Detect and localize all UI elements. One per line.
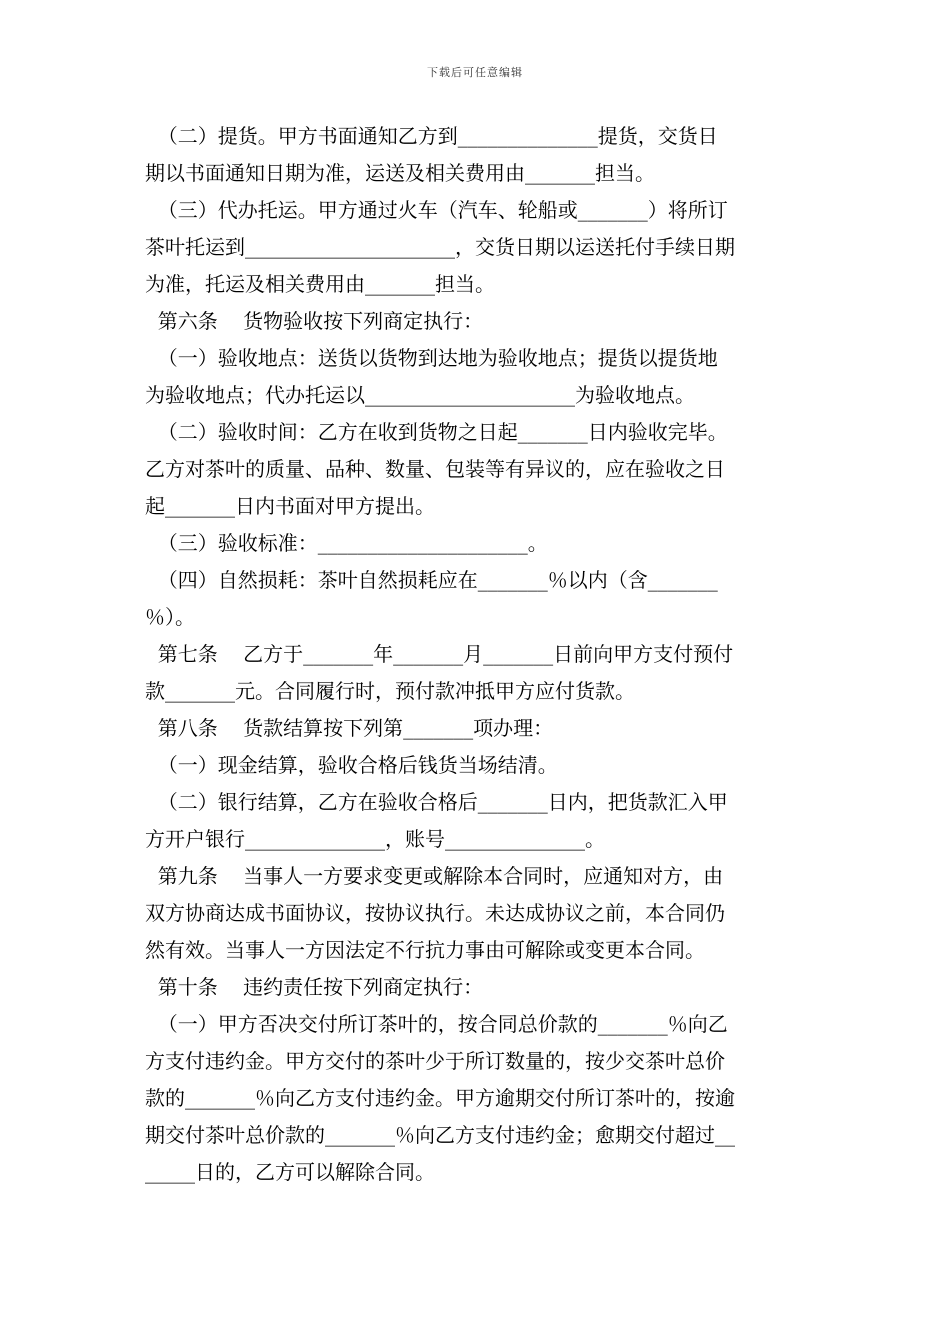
text-line: 乙方对茶叶的质量、品种、数量、包装等有异议的，应在验收之日: [145, 457, 725, 481]
text-line: （一）甲方否决交付所订茶叶的，按合同总价款的_______％向乙: [145, 1012, 728, 1036]
text-line: （二）银行结算，乙方在验收合格后_______日内，把货款汇入甲: [145, 790, 728, 814]
text-line: （一）现金结算，验收合格后钱货当场结清。: [145, 753, 558, 777]
text-line: （四）自然损耗：茶叶自然损耗应在_______％以内（含_______: [145, 568, 718, 592]
text-line: 方开户银行______________，账号______________。: [145, 827, 605, 851]
document-body: [145, 118, 810, 1191]
text-line: （三）验收标准：_____________________。: [145, 531, 548, 555]
text-line: （一）验收地点：送货以货物到达地为验收地点；提货以提货地: [145, 346, 718, 370]
text-line: 茶叶托运到_____________________，交货日期以运送托付手续日期: [145, 235, 735, 259]
text-line: ％）。: [145, 605, 195, 629]
text-line: （三）代办托运。甲方通过火车（汽车、轮船或_______）将所订: [145, 198, 728, 222]
article-10-heading: 第十条 违约责任按下列商定执行：: [145, 975, 484, 999]
text-line: 期交付茶叶总价款的_______％向乙方支付违约金；愈期交付超过__: [145, 1123, 735, 1147]
text-line: 起_______日内书面对甲方提出。: [145, 494, 435, 518]
article-8-heading: 第八条 货款结算按下列第_______项办理：: [145, 716, 554, 740]
text-line: （二）验收时间：乙方在收到货物之日起_______日内验收完毕。: [145, 420, 728, 444]
text-line: 方支付违约金。甲方交付的茶叶少于所订数量的，按少交茶叶总价: [145, 1049, 725, 1073]
text-line: _____日的，乙方可以解除合同。: [145, 1160, 435, 1184]
text-line: 期以书面通知日期为准，运送及相关费用由_______担当。: [145, 161, 655, 185]
text-line: 款的_______％向乙方支付违约金。甲方逾期交付所订茶叶的，按逾: [145, 1086, 735, 1110]
text-line: 双方协商达成书面协议，按协议执行。未达成协议之前，本合同仍: [145, 901, 725, 925]
page-header: 下载后可任意编辑: [427, 66, 523, 79]
article-6-heading: 第六条 货物验收按下列商定执行：: [145, 309, 484, 333]
text-line: （二）提货。甲方书面通知乙方到______________提货，交货日: [145, 124, 718, 148]
article-9-heading: 第九条 当事人一方要求变更或解除本合同时，应通知对方，由: [145, 864, 724, 888]
text-line: 为验收地点；代办托运以_____________________为验收地点。: [145, 383, 695, 407]
text-line: 款_______元。合同履行时，预付款冲抵甲方应付货款。: [145, 679, 635, 703]
article-7-heading: 第七条 乙方于_______年_______月_______日前向甲方支付预付: [145, 642, 734, 666]
text-line: 为准，托运及相关费用由_______担当。: [145, 272, 495, 296]
text-line: 然有效。当事人一方因法定不行抗力事由可解除或变更本合同。: [145, 938, 705, 962]
